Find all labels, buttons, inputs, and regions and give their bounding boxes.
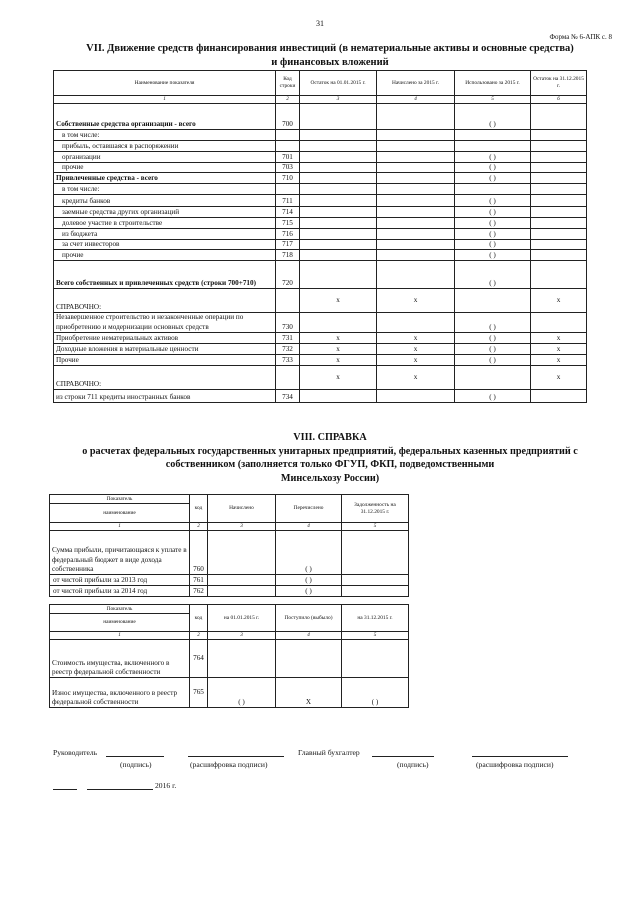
date-day-line[interactable] [53, 789, 77, 790]
row-value[interactable] [377, 313, 455, 332]
t2-row [50, 640, 409, 678]
row-label: СПРАВОЧНО: [54, 365, 276, 389]
col-number: 4 [377, 96, 455, 104]
row-value[interactable] [531, 313, 587, 332]
accountant-signature-line[interactable] [372, 756, 434, 757]
row-value[interactable]: x [377, 354, 455, 365]
row-label: Собственные средства организации - всего [54, 104, 276, 130]
row-value[interactable] [531, 141, 587, 152]
row-value[interactable]: x [300, 343, 377, 354]
row-code: 700 [276, 104, 300, 130]
section7-row [54, 354, 587, 365]
row-label: Износ имущества, включенного в реестр федеральной собственности [50, 678, 190, 708]
t1-header-transferred: Перечислено [276, 495, 342, 523]
row-value[interactable] [300, 163, 377, 173]
col-number: 4 [276, 632, 342, 640]
t2-header-flow: Поступило (выбыло) [276, 605, 342, 632]
row-value[interactable]: ( ) [455, 389, 531, 402]
row-value[interactable] [300, 207, 377, 218]
row-label: Незавершенное строительство и незаконченные операции по приобретению и модернизации основных средств [54, 313, 276, 332]
row-code: 710 [276, 173, 300, 184]
row-value[interactable]: X [276, 678, 342, 708]
section7-title-line2: и финансовых вложений [271, 57, 389, 68]
t1-header-code: код [190, 495, 208, 523]
section7-title-line1: VII. Движение средств финансирования инвестиций (в нематериальные активы и основные средства) [86, 43, 574, 54]
row-value[interactable] [377, 207, 455, 218]
section7-row [54, 250, 587, 261]
row-value[interactable] [531, 130, 587, 141]
row-code: 734 [276, 389, 300, 402]
row-label: Стоимость имущества, включенного в реестр федеральной собственности [50, 640, 190, 678]
section7-row [54, 207, 587, 218]
row-value[interactable] [300, 240, 377, 250]
row-value[interactable]: ( ) [455, 343, 531, 354]
row-value[interactable] [300, 261, 377, 289]
row-value[interactable] [377, 218, 455, 229]
row-value[interactable]: ( ) [455, 207, 531, 218]
row-value[interactable]: ( ) [276, 531, 342, 575]
row-value[interactable] [300, 184, 377, 195]
row-value[interactable] [531, 240, 587, 250]
row-value[interactable]: ( ) [455, 163, 531, 173]
row-value[interactable]: x [377, 343, 455, 354]
t2-header-row-top [50, 605, 409, 614]
row-value[interactable] [531, 163, 587, 173]
row-code: 762 [190, 586, 208, 597]
row-code: 711 [276, 195, 300, 207]
row-value[interactable] [342, 586, 409, 597]
section7-row [54, 332, 587, 343]
row-value[interactable]: x [531, 354, 587, 365]
row-value[interactable] [531, 195, 587, 207]
row-value[interactable]: ( ) [455, 332, 531, 343]
header-used: Использовано за 2015 г. [455, 71, 531, 96]
row-label: прибыль, оставшаяся в распоряжении [54, 141, 276, 152]
section7-row [54, 389, 587, 402]
col-number: 5 [342, 523, 409, 531]
row-value[interactable] [300, 104, 377, 130]
accountant-sign-caption: (подпись) [397, 760, 429, 769]
head-decode-caption: (расшифровка подписи) [190, 760, 268, 769]
section7-row [54, 218, 587, 229]
date-month-line[interactable] [87, 789, 153, 790]
section7-table [53, 70, 587, 403]
row-value[interactable] [300, 250, 377, 261]
col-number: 3 [208, 523, 276, 531]
col-number: 1 [50, 523, 190, 531]
col-number: 3 [300, 96, 377, 104]
section7-row [54, 152, 587, 163]
row-value[interactable] [531, 229, 587, 240]
row-value[interactable]: x [531, 343, 587, 354]
header-start: Остаток на 01.01.2015 г. [300, 71, 377, 96]
header-code: Код строки [276, 71, 300, 96]
row-value[interactable] [531, 184, 587, 195]
row-value[interactable] [300, 141, 377, 152]
row-value[interactable] [377, 195, 455, 207]
row-value[interactable]: ( ) [342, 678, 409, 708]
row-label: от чистой прибыли за 2013 год [50, 575, 190, 586]
row-value[interactable]: x [300, 289, 377, 313]
row-value[interactable]: ( ) [208, 678, 276, 708]
section7-header-row [54, 71, 587, 96]
row-code: 701 [276, 152, 300, 163]
section7-row [54, 289, 587, 313]
row-label: заемные средства других организаций [54, 207, 276, 218]
section7-row [54, 141, 587, 152]
row-value[interactable] [531, 389, 587, 402]
row-value[interactable]: ( ) [455, 250, 531, 261]
row-label: в том числе: [54, 184, 276, 195]
section8-title [40, 431, 620, 485]
row-value[interactable]: ( ) [455, 152, 531, 163]
row-value[interactable] [455, 141, 531, 152]
row-value[interactable]: x [300, 354, 377, 365]
row-value[interactable]: x [531, 289, 587, 313]
row-label: Доходные вложения в материальные ценности [54, 343, 276, 354]
page-number: 31 [316, 19, 324, 28]
section7-row [54, 229, 587, 240]
row-value[interactable] [377, 389, 455, 402]
row-value[interactable]: x [531, 332, 587, 343]
t2-col-numbers [50, 632, 409, 640]
row-value[interactable] [300, 389, 377, 402]
section7-title [40, 42, 620, 70]
row-label: Всего собственных и привлеченных средств (строки 700+710) [54, 261, 276, 289]
row-value[interactable] [377, 184, 455, 195]
row-code: 717 [276, 240, 300, 250]
t1-header-debt: Задолженность на 31.12.2015 г. [342, 495, 409, 523]
row-label: кредиты банков [54, 195, 276, 207]
t1-header-accrued: Начислено [208, 495, 276, 523]
col-number: 6 [531, 96, 587, 104]
row-value[interactable] [377, 261, 455, 289]
t2-header-start: на 01.01.2015 г. [208, 605, 276, 632]
section7-row [54, 104, 587, 130]
section7-row [54, 261, 587, 289]
row-value[interactable]: ( ) [455, 354, 531, 365]
row-value[interactable] [300, 130, 377, 141]
row-value[interactable] [531, 250, 587, 261]
row-value[interactable]: ( ) [455, 173, 531, 184]
row-label: от чистой прибыли за 2014 год [50, 586, 190, 597]
row-value[interactable] [208, 575, 276, 586]
t2-row [50, 678, 409, 708]
row-value[interactable]: ( ) [276, 575, 342, 586]
row-value[interactable] [455, 130, 531, 141]
t2-header-indicator: Показатель [50, 605, 190, 614]
row-label: в том числе: [54, 130, 276, 141]
row-value[interactable] [208, 586, 276, 597]
row-value[interactable] [377, 152, 455, 163]
row-value[interactable] [300, 229, 377, 240]
section7-row [54, 240, 587, 250]
t1-header-indicator: Показатель [50, 495, 190, 504]
section7-row [54, 163, 587, 173]
col-number: 5 [455, 96, 531, 104]
section7-row [54, 343, 587, 354]
accountant-label: Главный бухгалтер [298, 748, 360, 757]
t1-row [50, 586, 409, 597]
row-label: из строки 711 кредиты иностранных банков [54, 389, 276, 402]
row-label: СПРАВОЧНО: [54, 289, 276, 313]
t1-col-numbers [50, 523, 409, 531]
row-value[interactable] [455, 184, 531, 195]
row-value[interactable] [208, 640, 276, 678]
section7-row [54, 195, 587, 207]
row-value[interactable] [342, 531, 409, 575]
row-value[interactable]: x [377, 289, 455, 313]
row-label: долевое участие в строительстве [54, 218, 276, 229]
row-value[interactable] [377, 104, 455, 130]
row-value[interactable] [377, 173, 455, 184]
row-value[interactable] [531, 207, 587, 218]
row-code: 718 [276, 250, 300, 261]
t1-header-row-top [50, 495, 409, 504]
row-value[interactable] [531, 218, 587, 229]
row-value[interactable] [300, 195, 377, 207]
row-label: за счет инвесторов [54, 240, 276, 250]
row-value[interactable] [300, 218, 377, 229]
section8-title-line1: VIII. СПРАВКА [293, 432, 367, 443]
row-label: прочие [54, 250, 276, 261]
row-value[interactable] [377, 130, 455, 141]
section7-row [54, 184, 587, 195]
col-number: 3 [208, 632, 276, 640]
row-value[interactable]: ( ) [455, 240, 531, 250]
row-code: 720 [276, 261, 300, 289]
row-code: 733 [276, 354, 300, 365]
row-code [276, 365, 300, 389]
row-value[interactable] [300, 313, 377, 332]
form-label: Форма № 6-АПК с. 8 [549, 33, 612, 41]
section8-table1 [49, 494, 409, 597]
head-sign-caption: (подпись) [120, 760, 152, 769]
row-code: 764 [190, 640, 208, 678]
t1-header-name: наименование [50, 504, 190, 523]
row-code: 760 [190, 531, 208, 575]
row-code [276, 130, 300, 141]
row-value[interactable] [531, 261, 587, 289]
t1-row [50, 531, 409, 575]
col-number: 2 [190, 523, 208, 531]
row-code: 765 [190, 678, 208, 708]
section8-title-line4: Минсельхозу России) [280, 472, 380, 484]
row-value[interactable]: ( ) [455, 195, 531, 207]
header-name: Наименование показателя [54, 71, 276, 96]
row-value[interactable] [377, 229, 455, 240]
row-code [276, 184, 300, 195]
row-code: 714 [276, 207, 300, 218]
accountant-decode-line[interactable] [472, 756, 568, 757]
section8-title-line3: собственником (заполняется только ФГУП, ФКП, подведомственными [165, 459, 495, 470]
row-value[interactable]: x [300, 365, 377, 389]
accountant-decode-caption: (расшифровка подписи) [476, 760, 554, 769]
row-value[interactable] [455, 365, 531, 389]
header-end: Остаток на 31.12.2015 г. [531, 71, 587, 96]
row-code: 730 [276, 313, 300, 332]
row-label: из бюджета [54, 229, 276, 240]
row-value[interactable] [208, 531, 276, 575]
section8-title-line2: о расчетах федеральных государственных унитарных предприятий, федеральных казенных предприятий с [82, 445, 578, 457]
section7-col-numbers [54, 96, 587, 104]
section7-row [54, 313, 587, 332]
row-label: организации [54, 152, 276, 163]
row-value[interactable] [276, 640, 342, 678]
date-year: 2016 г. [155, 781, 177, 790]
col-number: 1 [54, 96, 276, 104]
t1-row [50, 575, 409, 586]
head-decode-line[interactable] [188, 756, 284, 757]
row-value[interactable] [531, 152, 587, 163]
row-value[interactable] [531, 173, 587, 184]
row-value[interactable] [377, 240, 455, 250]
row-value[interactable]: ( ) [455, 218, 531, 229]
row-value[interactable] [531, 104, 587, 130]
section7-row [54, 130, 587, 141]
row-value[interactable] [342, 575, 409, 586]
header-accrued: Начислено за 2015 г. [377, 71, 455, 96]
row-value[interactable]: x [531, 365, 587, 389]
row-value[interactable] [455, 289, 531, 313]
section8-table2 [49, 604, 409, 708]
row-value[interactable] [300, 173, 377, 184]
t2-header-end: на 31.12.2015 г. [342, 605, 409, 632]
row-code: 703 [276, 163, 300, 173]
row-code [276, 141, 300, 152]
row-code: 761 [190, 575, 208, 586]
row-value[interactable]: ( ) [276, 586, 342, 597]
row-code: 715 [276, 218, 300, 229]
row-label: Привлеченные средства - всего [54, 173, 276, 184]
row-value[interactable]: x [300, 332, 377, 343]
row-value[interactable] [342, 640, 409, 678]
col-number: 2 [190, 632, 208, 640]
row-value[interactable]: ( ) [455, 104, 531, 130]
t2-header-name: наименование [50, 614, 190, 632]
col-number: 5 [342, 632, 409, 640]
section7-row [54, 365, 587, 389]
row-label: Прочие [54, 354, 276, 365]
col-number: 1 [50, 632, 190, 640]
row-value[interactable]: x [377, 365, 455, 389]
row-value[interactable]: ( ) [455, 261, 531, 289]
row-code: 731 [276, 332, 300, 343]
row-label: прочие [54, 163, 276, 173]
t2-header-code: код [190, 605, 208, 632]
row-code: 732 [276, 343, 300, 354]
row-value[interactable] [377, 163, 455, 173]
row-label: Сумма прибыли, причитающаяся к уплате в федеральный бюджет в виде дохода собственника [50, 531, 190, 575]
section7-row [54, 173, 587, 184]
row-value[interactable] [377, 141, 455, 152]
row-value[interactable]: ( ) [455, 313, 531, 332]
head-signature-line[interactable] [106, 756, 164, 757]
row-value[interactable] [377, 250, 455, 261]
row-value[interactable]: x [377, 332, 455, 343]
col-number: 4 [276, 523, 342, 531]
row-code: 716 [276, 229, 300, 240]
row-value[interactable]: ( ) [455, 229, 531, 240]
row-code [276, 289, 300, 313]
row-label: Приобретение нематериальных активов [54, 332, 276, 343]
row-value[interactable] [300, 152, 377, 163]
head-label: Руководитель [53, 748, 98, 757]
col-number: 2 [276, 96, 300, 104]
